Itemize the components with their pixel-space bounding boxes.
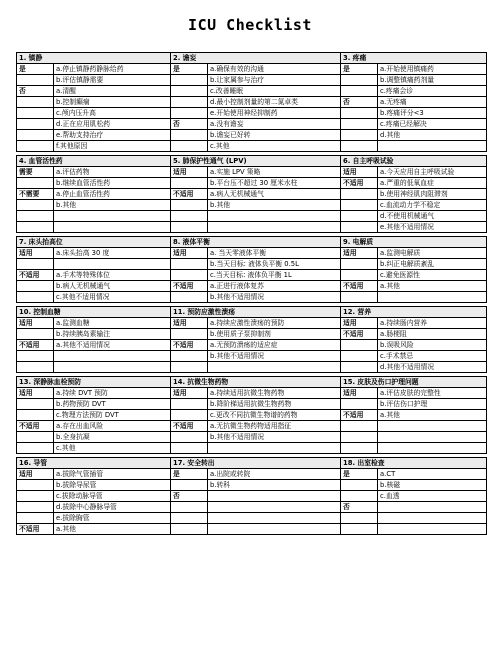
- checklist-row: [17, 318, 487, 329]
- status-label: [17, 108, 54, 119]
- item-text: [208, 362, 341, 373]
- status-label: [17, 351, 54, 362]
- section-header-row: [17, 53, 487, 64]
- status-label: [171, 443, 208, 454]
- checklist-row: [17, 388, 487, 399]
- item-text: b.持续胰岛素输注: [54, 329, 171, 340]
- checklist-row: [17, 480, 487, 491]
- item-text: [208, 211, 341, 222]
- checklist-row: [17, 167, 487, 178]
- item-text: [378, 443, 487, 454]
- status-label: [17, 259, 54, 270]
- status-label: [171, 130, 208, 141]
- status-label: 不适用: [17, 340, 54, 351]
- item-text: d.其他: [378, 130, 487, 141]
- checklist-row: [17, 410, 487, 421]
- status-label: [171, 432, 208, 443]
- checklist-row: [17, 491, 487, 502]
- item-text: [378, 524, 487, 535]
- status-label: [171, 108, 208, 119]
- item-text: a.手术等特殊体位: [54, 270, 171, 281]
- item-text: c.物理方法预防 DVT: [54, 410, 171, 421]
- status-label: [341, 108, 378, 119]
- item-text: [378, 141, 487, 152]
- status-label: 不适用: [341, 410, 378, 421]
- item-text: b.继续血管活性药: [54, 178, 171, 189]
- item-text: b.病人无机械通气: [54, 281, 171, 292]
- status-label: [341, 141, 378, 152]
- checklist-row: [17, 189, 487, 200]
- checklist-row: [17, 270, 487, 281]
- checklist-row: [17, 513, 487, 524]
- checklist-row: [17, 200, 487, 211]
- section-title: 13. 深静脉血栓预防: [17, 377, 171, 388]
- status-label: [171, 75, 208, 86]
- item-text: b.让家属参与治疗: [208, 75, 341, 86]
- status-label: [17, 281, 54, 292]
- status-label: [17, 75, 54, 86]
- checklist-row: [17, 524, 487, 535]
- item-text: a.持续肠内营养: [378, 318, 487, 329]
- status-label: 适用: [17, 318, 54, 329]
- status-label: [341, 524, 378, 535]
- status-label: [171, 480, 208, 491]
- status-label: 适用: [341, 167, 378, 178]
- item-text: b.核磁: [378, 480, 487, 491]
- status-label: [17, 141, 54, 152]
- item-text: a. 当天零液体平衡: [208, 248, 341, 259]
- status-label: [17, 200, 54, 211]
- status-label: [341, 480, 378, 491]
- item-text: a.无预防溃疡的适应症: [208, 340, 341, 351]
- status-label: 适用: [171, 318, 208, 329]
- item-text: [378, 513, 487, 524]
- status-label: 适用: [341, 388, 378, 399]
- item-text: b.纠正电解质紊乱: [378, 259, 487, 270]
- status-label: 不适用: [171, 189, 208, 200]
- status-label: 适用: [17, 388, 54, 399]
- status-label: [341, 513, 378, 524]
- status-label: 适用: [171, 248, 208, 259]
- status-label: [341, 119, 378, 130]
- status-label: [17, 292, 54, 303]
- item-text: b.平台压不超过 30 厘米水柱: [208, 178, 341, 189]
- status-label: 不适用: [171, 340, 208, 351]
- status-label: 是: [17, 64, 54, 75]
- item-text: b.降阶梯适用抗微生物药物: [208, 399, 341, 410]
- checklist-row: [17, 97, 487, 108]
- status-label: [171, 141, 208, 152]
- checklist-row: [17, 211, 487, 222]
- status-label: [171, 351, 208, 362]
- item-text: c.其他不适用情况: [54, 292, 171, 303]
- status-label: 不需要: [17, 189, 54, 200]
- checklist-row: [17, 248, 487, 259]
- item-text: c.颅内压升高: [54, 108, 171, 119]
- item-text: a.持续 DVT 预防: [54, 388, 171, 399]
- item-text: a.无抗微生物药物适用指征: [208, 421, 341, 432]
- status-label: [341, 351, 378, 362]
- section-title: 18. 出室检查: [341, 458, 487, 469]
- item-text: e.帮助支持治疗: [54, 130, 171, 141]
- status-label: [17, 502, 54, 513]
- status-label: 否: [341, 502, 378, 513]
- item-text: [378, 502, 487, 513]
- item-text: a.出院或转院: [208, 469, 341, 480]
- status-label: [171, 259, 208, 270]
- item-text: c.其他: [54, 443, 171, 454]
- item-text: b.转科: [208, 480, 341, 491]
- item-text: a.其他: [378, 410, 487, 421]
- item-text: e.拔除胸管: [54, 513, 171, 524]
- status-label: [341, 421, 378, 432]
- item-text: e.开始使用神经抑制药: [208, 108, 341, 119]
- status-label: 适用: [341, 318, 378, 329]
- status-label: 否: [341, 97, 378, 108]
- status-label: 适用: [17, 469, 54, 480]
- checklist-row: [17, 399, 487, 410]
- item-text: [208, 524, 341, 535]
- status-label: [341, 443, 378, 454]
- item-text: b.全身抗凝: [54, 432, 171, 443]
- status-label: [17, 211, 54, 222]
- section-title: 7. 床头抬高位: [17, 237, 171, 248]
- status-label: 适用: [171, 167, 208, 178]
- status-label: 适用: [341, 248, 378, 259]
- status-label: [17, 362, 54, 373]
- item-text: c.血透: [378, 491, 487, 502]
- status-label: 是: [341, 469, 378, 480]
- item-text: b.疼痛评分<3: [378, 108, 487, 119]
- item-text: [378, 432, 487, 443]
- section-title: 16. 导管: [17, 458, 171, 469]
- section-header-row: [17, 156, 487, 167]
- status-label: [17, 513, 54, 524]
- status-label: [17, 432, 54, 443]
- item-text: b.使用质子泵抑制剂: [208, 329, 341, 340]
- status-label: 不适用: [341, 178, 378, 189]
- item-text: f.其他原因: [54, 141, 171, 152]
- status-label: [341, 432, 378, 443]
- item-text: b.评估镇静需要: [54, 75, 171, 86]
- item-text: b.谵妄已好转: [208, 130, 341, 141]
- checklist-row: [17, 108, 487, 119]
- item-text: [208, 513, 341, 524]
- item-text: b.控制癫痫: [54, 97, 171, 108]
- item-text: c.疼痛会诊: [378, 86, 487, 97]
- section-title: 17. 安全转出: [171, 458, 341, 469]
- status-label: [171, 211, 208, 222]
- checklist-row: [17, 329, 487, 340]
- item-text: a.清醒: [54, 86, 171, 97]
- item-text: a.严重的低氧血症: [378, 178, 487, 189]
- status-label: [341, 130, 378, 141]
- item-text: b.拔除导尿管: [54, 480, 171, 491]
- item-text: d.最小控制剂量的第二氮卓类: [208, 97, 341, 108]
- section-header-row: [17, 307, 487, 318]
- status-label: [17, 222, 54, 233]
- section-title: 11. 预防应激性溃疡: [171, 307, 341, 318]
- status-label: 不适用: [341, 281, 378, 292]
- checklist-row: [17, 281, 487, 292]
- item-text: b.其他不适用情况: [208, 351, 341, 362]
- section-title: 3. 疼痛: [341, 53, 487, 64]
- section-header-row: [17, 377, 487, 388]
- item-text: a.其他: [54, 524, 171, 535]
- item-text: b.其他: [54, 200, 171, 211]
- status-label: 不适用: [17, 270, 54, 281]
- checklist-row: [17, 502, 487, 513]
- checklist-row: [17, 64, 487, 75]
- section-title: 4. 血管活性药: [17, 156, 171, 167]
- status-label: 是: [171, 64, 208, 75]
- item-text: d.不使用机械通气: [378, 211, 487, 222]
- item-text: a.监测电解质: [378, 248, 487, 259]
- item-text: [54, 222, 171, 233]
- item-text: a.病人无机械通气: [208, 189, 341, 200]
- status-label: 不适用: [17, 421, 54, 432]
- status-label: [17, 178, 54, 189]
- item-text: a.评估药物: [54, 167, 171, 178]
- status-label: [341, 222, 378, 233]
- item-text: c.改善睡眠: [208, 86, 341, 97]
- item-text: c.其他: [208, 141, 341, 152]
- item-text: a.持续适用抗微生物药物: [208, 388, 341, 399]
- status-label: [17, 480, 54, 491]
- item-text: a.存在出血风险: [54, 421, 171, 432]
- item-text: [54, 211, 171, 222]
- checklist-row: [17, 178, 487, 189]
- status-label: [341, 211, 378, 222]
- status-label: [171, 502, 208, 513]
- item-text: b.其他不适用情况: [208, 292, 341, 303]
- checklist-row: [17, 292, 487, 303]
- checklist-row: [17, 362, 487, 373]
- status-label: [17, 130, 54, 141]
- item-text: [54, 259, 171, 270]
- checklist-row: [17, 86, 487, 97]
- section-title: 15. 皮肤及伤口护理问题: [341, 377, 487, 388]
- status-label: [341, 75, 378, 86]
- status-label: [341, 340, 378, 351]
- item-text: a.床头抬高 30 度: [54, 248, 171, 259]
- checklist-row: [17, 141, 487, 152]
- item-text: a.确保有效的沟通: [208, 64, 341, 75]
- status-label: [171, 292, 208, 303]
- status-label: 不适用: [171, 421, 208, 432]
- status-label: [171, 410, 208, 421]
- item-text: a.评估皮肤的完整性: [378, 388, 487, 399]
- status-label: 否: [171, 491, 208, 502]
- status-label: 否: [17, 86, 54, 97]
- checklist-row: [17, 259, 487, 270]
- checklist-row: [17, 469, 487, 480]
- item-text: b.使用神经肌肉阻滞剂: [378, 189, 487, 200]
- item-text: a.肠梗阻: [378, 329, 487, 340]
- section-title: 6. 自主呼吸试验: [341, 156, 487, 167]
- item-text: b.药物预防 DVT: [54, 399, 171, 410]
- status-label: 不适用: [171, 281, 208, 292]
- status-label: 是: [171, 469, 208, 480]
- status-label: [171, 329, 208, 340]
- status-label: [171, 399, 208, 410]
- section-header-row: [17, 458, 487, 469]
- item-text: c.血流动力学不稳定: [378, 200, 487, 211]
- item-text: a.CT: [378, 469, 487, 480]
- status-label: [17, 443, 54, 454]
- item-text: a.拔除气管插管: [54, 469, 171, 480]
- item-text: b.其他不适用情况: [208, 432, 341, 443]
- page-title: ICU Checklist: [188, 16, 312, 34]
- status-label: [341, 200, 378, 211]
- item-text: e.其他不适用情况: [378, 222, 487, 233]
- status-label: [171, 178, 208, 189]
- item-text: b.当天目标: 液体负平衡 0.5L: [208, 259, 341, 270]
- section-title: 10. 控制血糖: [17, 307, 171, 318]
- status-label: 不适用: [341, 329, 378, 340]
- status-label: [171, 513, 208, 524]
- status-label: [171, 524, 208, 535]
- status-label: 需要: [17, 167, 54, 178]
- section-title: 14. 抗微生物药物: [171, 377, 341, 388]
- status-label: [17, 329, 54, 340]
- item-text: c.疼痛已经解决: [378, 119, 487, 130]
- item-text: c.避免医源性: [378, 270, 487, 281]
- section-title: 5. 肺保护性通气 (LPV): [171, 156, 341, 167]
- item-text: [208, 491, 341, 502]
- status-label: 适用: [17, 248, 54, 259]
- item-text: a.监测血糖: [54, 318, 171, 329]
- status-label: [17, 399, 54, 410]
- item-text: c.手术禁忌: [378, 351, 487, 362]
- section-title: 8. 液体平衡: [171, 237, 341, 248]
- status-label: [341, 270, 378, 281]
- item-text: a.开始使用镇痛药: [378, 64, 487, 75]
- status-label: [171, 86, 208, 97]
- checklist-row: [17, 340, 487, 351]
- item-text: a.持续应激性溃疡的预防: [208, 318, 341, 329]
- checklist-row: [17, 222, 487, 233]
- item-text: a.今天应用自主呼吸试验: [378, 167, 487, 178]
- checklist-row: [17, 119, 487, 130]
- checklist-row: [17, 351, 487, 362]
- status-label: [341, 362, 378, 373]
- checklist-row: [17, 421, 487, 432]
- checklist-table: [16, 52, 487, 535]
- item-text: [208, 502, 341, 513]
- status-label: [17, 119, 54, 130]
- item-text: b.误吸风险: [378, 340, 487, 351]
- status-label: [171, 222, 208, 233]
- checklist-row: [17, 443, 487, 454]
- item-text: b.其他: [208, 200, 341, 211]
- item-text: d.拔除中心静脉导管: [54, 502, 171, 513]
- status-label: 不适用: [17, 524, 54, 535]
- checklist-row: [17, 432, 487, 443]
- item-text: b.评估伤口护理: [378, 399, 487, 410]
- status-label: [341, 491, 378, 502]
- status-label: [341, 189, 378, 200]
- item-text: c.更改不同抗微生物谱的药物: [208, 410, 341, 421]
- checklist-row: [17, 130, 487, 141]
- status-label: [341, 292, 378, 303]
- item-text: [208, 222, 341, 233]
- status-label: [171, 362, 208, 373]
- status-label: [171, 270, 208, 281]
- item-text: a.正进行液体复苏: [208, 281, 341, 292]
- status-label: [17, 97, 54, 108]
- item-text: c.当天目标: 液体负平衡 1L: [208, 270, 341, 281]
- item-text: a.无疼痛: [378, 97, 487, 108]
- item-text: c.拔除动脉导管: [54, 491, 171, 502]
- section-title: 1. 镇静: [17, 53, 171, 64]
- item-text: d.其他不适用情况: [378, 362, 487, 373]
- status-label: [341, 86, 378, 97]
- item-text: b.调整镇痛药剂量: [378, 75, 487, 86]
- section-title: 9. 电解质: [341, 237, 487, 248]
- item-text: a.停止镇静药静脉给药: [54, 64, 171, 75]
- item-text: [378, 292, 487, 303]
- section-title: 2. 谵妄: [171, 53, 341, 64]
- status-label: [171, 200, 208, 211]
- status-label: [341, 259, 378, 270]
- status-label: 否: [171, 119, 208, 130]
- item-text: a.没有谵妄: [208, 119, 341, 130]
- item-text: a.实施 LPV 策略: [208, 167, 341, 178]
- status-label: [17, 410, 54, 421]
- status-label: 是: [341, 64, 378, 75]
- status-label: 适用: [171, 388, 208, 399]
- item-text: [208, 443, 341, 454]
- item-text: [378, 421, 487, 432]
- item-text: a.停止血管活性药: [54, 189, 171, 200]
- item-text: a.其他不适用情况: [54, 340, 171, 351]
- status-label: [171, 97, 208, 108]
- item-text: [54, 362, 171, 373]
- checklist-row: [17, 75, 487, 86]
- status-label: [341, 399, 378, 410]
- section-header-row: [17, 237, 487, 248]
- item-text: d.正在应用肌松药: [54, 119, 171, 130]
- section-title: 12. 营养: [341, 307, 487, 318]
- status-label: [17, 491, 54, 502]
- item-text: [54, 351, 171, 362]
- item-text: a.其他: [378, 281, 487, 292]
